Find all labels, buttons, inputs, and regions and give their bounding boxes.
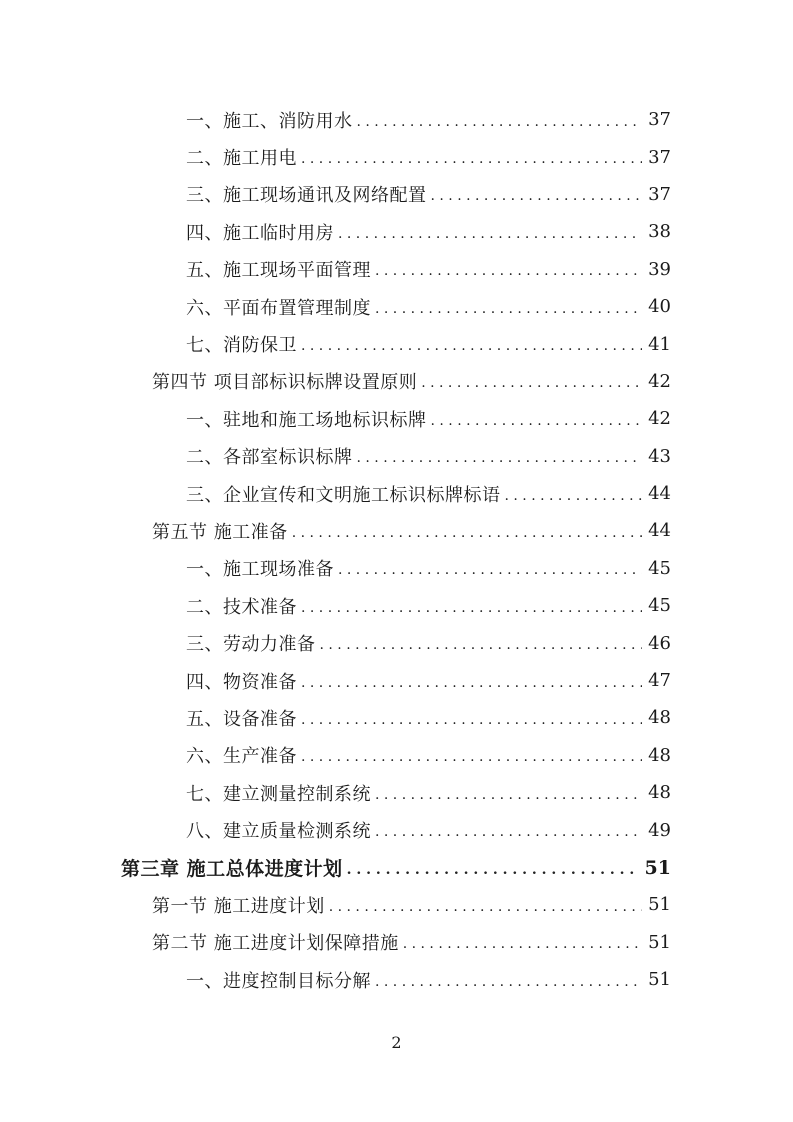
toc-dot-leader (301, 675, 642, 691)
toc-entry-title: 四、物资准备 (186, 671, 297, 693)
toc-entry-page: 47 (648, 670, 671, 692)
toc-entry-title: 二、各部室标识标牌 (186, 447, 353, 469)
toc-entry-title: 三、企业宣传和文明施工标识标牌标语 (186, 484, 501, 506)
toc-entry-title: 二、技术准备 (186, 596, 297, 618)
toc-entry-page: 44 (648, 520, 671, 542)
toc-dot-leader (329, 899, 642, 915)
toc-entry[interactable] (0, 363, 793, 400)
toc-dot-leader (338, 562, 642, 578)
toc-dot-leader (375, 824, 642, 840)
toc-dot-leader (505, 488, 643, 504)
toc-entry-page: 39 (648, 258, 671, 280)
toc-entry-title: 五、施工现场平面管理 (186, 260, 371, 282)
toc-dot-leader (375, 974, 642, 990)
toc-entry-page: 48 (648, 782, 671, 804)
toc-entry-title: 七、消防保卫 (186, 335, 297, 357)
toc-entry-title: 三、劳动力准备 (186, 634, 316, 656)
toc-entry[interactable] (0, 550, 793, 587)
toc-entry-page: 45 (648, 595, 671, 617)
toc-entry[interactable] (0, 213, 793, 250)
toc-dot-leader (301, 749, 642, 765)
toc-entry-title: 三、施工现场通讯及网络配置 (186, 185, 427, 207)
toc-entry-title: 二、施工用电 (186, 148, 297, 170)
toc-entry-page: 51 (648, 931, 671, 953)
toc-entry[interactable] (0, 811, 793, 848)
toc-dot-leader (357, 450, 643, 466)
toc-entry-page: 51 (648, 969, 671, 991)
table-of-contents (0, 101, 793, 998)
toc-dot-leader (431, 413, 643, 429)
toc-entry-page: 40 (648, 296, 671, 318)
toc-dot-leader (357, 114, 643, 130)
toc-dot-leader (301, 600, 642, 616)
toc-dot-leader (375, 263, 642, 279)
toc-entry-title: 第一节 施工进度计划 (152, 895, 325, 917)
toc-entry-title: 第三章 施工总体进度计划 (121, 858, 343, 880)
toc-entry-title: 六、生产准备 (186, 746, 297, 768)
page-number: 2 (391, 1033, 402, 1052)
toc-entry[interactable] (0, 737, 793, 774)
toc-entry-page: 44 (648, 483, 671, 505)
toc-entry[interactable] (0, 774, 793, 811)
toc-entry-title: 一、施工现场准备 (186, 559, 334, 581)
toc-entry-title: 七、建立测量控制系统 (186, 783, 371, 805)
toc-entry-page: 37 (648, 109, 671, 131)
toc-entry-title: 四、施工临时用房 (186, 222, 334, 244)
toc-dot-leader (338, 226, 642, 242)
toc-entry-page: 42 (648, 408, 671, 430)
toc-entry-page: 49 (648, 819, 671, 841)
toc-entry-page: 43 (648, 445, 671, 467)
toc-entry[interactable] (0, 662, 793, 699)
toc-entry-page: 48 (648, 707, 671, 729)
toc-entry-page: 46 (648, 632, 671, 654)
toc-entry[interactable] (0, 138, 793, 175)
toc-entry[interactable] (0, 438, 793, 475)
toc-dot-leader (431, 188, 643, 204)
toc-dot-leader (301, 338, 642, 354)
toc-dot-leader (292, 525, 642, 541)
toc-entry[interactable] (0, 325, 793, 362)
toc-entry[interactable] (0, 849, 793, 886)
toc-entry[interactable] (0, 400, 793, 437)
toc-entry[interactable] (0, 512, 793, 549)
toc-entry-page: 45 (648, 557, 671, 579)
toc-entry-page: 51 (644, 856, 671, 879)
toc-dot-leader (301, 712, 642, 728)
toc-entry[interactable] (0, 886, 793, 923)
toc-entry[interactable] (0, 624, 793, 661)
toc-entry-page: 41 (648, 333, 671, 355)
toc-entry-title: 第五节 施工准备 (152, 521, 288, 543)
toc-entry-title: 一、进度控制目标分解 (186, 970, 371, 992)
toc-entry[interactable] (0, 587, 793, 624)
toc-entry-page: 38 (648, 221, 671, 243)
toc-entry-page: 51 (648, 894, 671, 916)
toc-dot-leader (403, 936, 642, 952)
toc-entry-title: 一、施工、消防用水 (186, 110, 353, 132)
toc-dot-leader (375, 301, 642, 317)
toc-dot-leader (421, 375, 642, 391)
toc-dot-leader (301, 151, 642, 167)
toc-entry-page: 48 (648, 744, 671, 766)
toc-entry-page: 37 (648, 183, 671, 205)
toc-entry[interactable] (0, 176, 793, 213)
toc-entry[interactable] (0, 288, 793, 325)
toc-dot-leader (375, 787, 642, 803)
toc-entry[interactable] (0, 251, 793, 288)
toc-dot-leader (347, 862, 639, 878)
toc-entry-page: 42 (648, 370, 671, 392)
toc-entry-title: 一、驻地和施工场地标识标牌 (186, 409, 427, 431)
toc-entry-title: 八、建立质量检测系统 (186, 821, 371, 843)
toc-entry-title: 六、平面布置管理制度 (186, 297, 371, 319)
toc-entry[interactable] (0, 101, 793, 138)
toc-dot-leader (320, 637, 643, 653)
toc-entry-title: 第四节 项目部标识标牌设置原则 (152, 372, 418, 394)
toc-entry[interactable] (0, 699, 793, 736)
toc-entry-title: 五、设备准备 (186, 708, 297, 730)
toc-entry[interactable] (0, 961, 793, 998)
toc-entry[interactable] (0, 475, 793, 512)
toc-entry[interactable] (0, 924, 793, 961)
toc-entry-title: 第二节 施工进度计划保障措施 (152, 933, 399, 955)
toc-entry-page: 37 (648, 146, 671, 168)
